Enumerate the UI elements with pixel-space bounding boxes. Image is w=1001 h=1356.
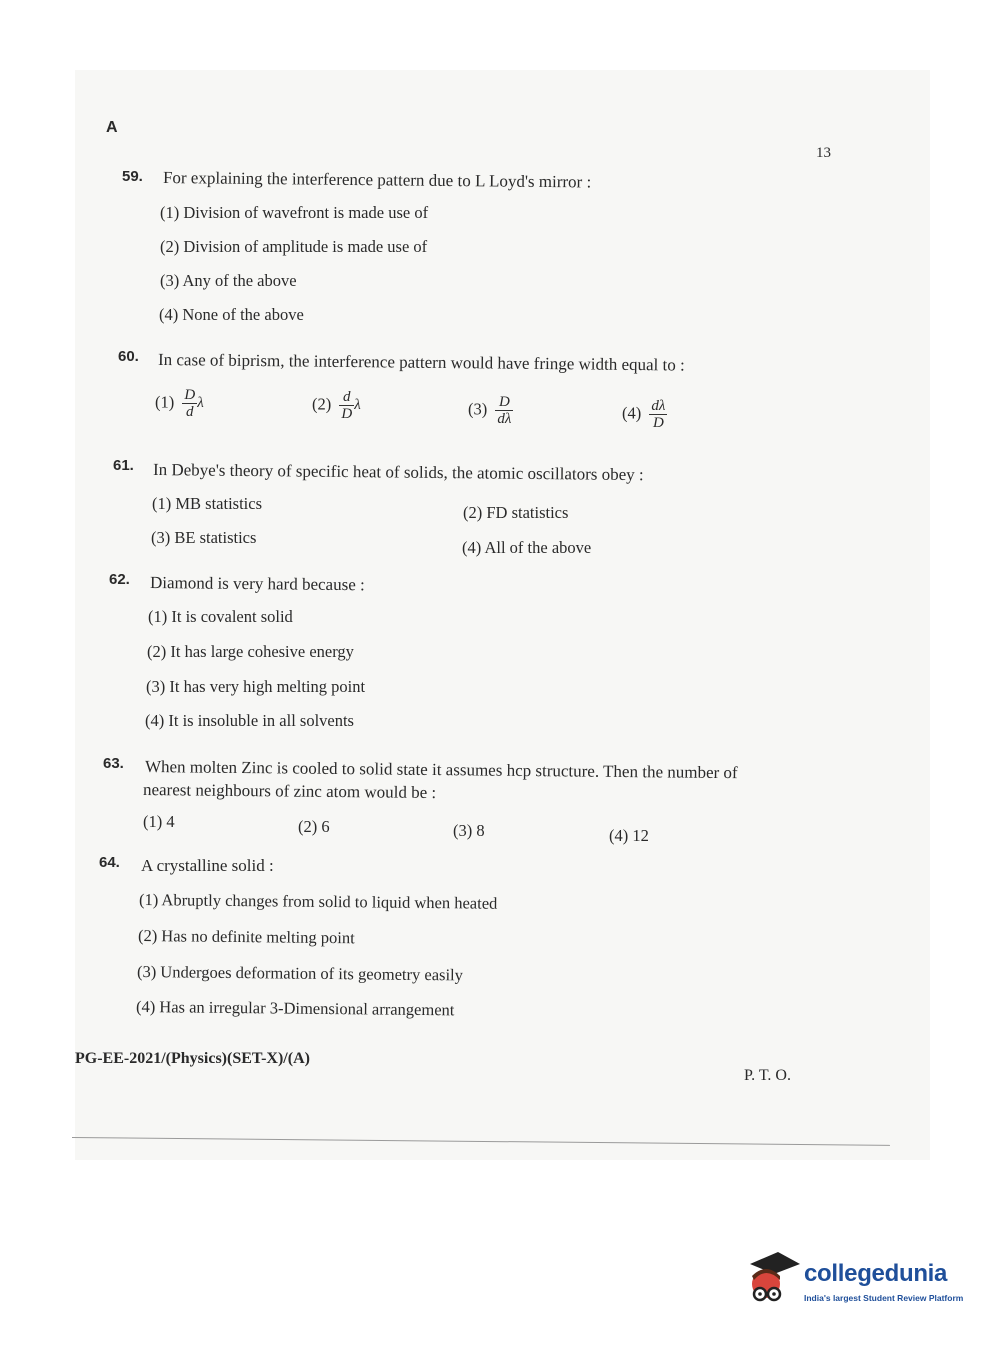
option: (2) FD statistics — [463, 503, 569, 522]
option: (2) Has no definite melting point — [137, 926, 355, 948]
option-fraction — [155, 387, 204, 420]
fraction — [339, 389, 354, 422]
denominator: dλ — [497, 411, 512, 427]
option-label: (1) — [155, 392, 175, 412]
option: (4) 12 — [609, 826, 649, 845]
collegedunia-logo — [744, 1250, 969, 1320]
question-text: In Debye's theory of specific heat of solids, the atomic oscillators obey : — [152, 460, 644, 485]
option: (1) Division of wavefront is made use of — [160, 203, 429, 222]
option: (3) BE statistics — [151, 528, 257, 547]
question-number: 64. — [99, 854, 120, 871]
fraction — [182, 387, 197, 420]
option: (4) All of the above — [462, 538, 592, 557]
option: (4) Has an irregular 3-Dimensional arrangement — [135, 997, 455, 1020]
fraction — [495, 394, 513, 427]
denominator: D — [341, 406, 353, 422]
option: (4) None of the above — [159, 305, 304, 324]
numerator: D — [184, 387, 196, 403]
question-number: 59. — [122, 168, 143, 185]
question-text: A crystalline solid : — [141, 856, 274, 875]
pto-label: P. T. O. — [744, 1067, 791, 1084]
option: (2) It has large cohesive energy — [147, 642, 354, 661]
brand-tagline: India's largest Student Review Platform — [804, 1293, 964, 1303]
option: (3) 8 — [453, 821, 485, 840]
option-label: (3) — [468, 399, 488, 419]
option: (1) It is covalent solid — [148, 607, 293, 626]
option-label: (2) — [312, 394, 332, 414]
numerator: D — [498, 394, 510, 410]
question-text-line1: When molten Zinc is cooled to solid state it assumes hcp structure. Then the number of — [144, 757, 738, 783]
question-text: Diamond is very hard because : — [149, 573, 365, 595]
question-number: 60. — [118, 348, 139, 365]
option: (4) It is insoluble in all solvents — [145, 711, 354, 730]
option: (3) Undergoes deformation of its geometry easily — [136, 962, 464, 985]
option: (2) Division of amplitude is made use of — [160, 237, 428, 256]
option-fraction — [312, 389, 361, 422]
option: (1) Abruptly changes from solid to liquid when heated — [138, 890, 498, 913]
suffix: λ — [197, 395, 204, 411]
option: (2) 6 — [298, 817, 330, 836]
question-text: For explaining the interference pattern due to L Loyd's mirror : — [162, 168, 592, 192]
denominator: d — [186, 404, 194, 420]
question-text-line2: nearest neighbours of zinc atom would be : — [142, 780, 437, 803]
option: (1) MB statistics — [152, 494, 262, 513]
denominator: D — [652, 415, 664, 431]
set-letter: A — [106, 119, 118, 136]
suffix: λ — [354, 397, 361, 413]
question-number: 61. — [113, 457, 134, 474]
numerator: dλ — [651, 398, 666, 414]
page-number: 13 — [816, 145, 831, 161]
question-number: 62. — [109, 571, 130, 588]
option-label: (4) — [622, 403, 642, 423]
numerator: d — [343, 389, 351, 405]
option: (3) It has very high melting point — [146, 677, 366, 696]
fraction — [649, 398, 667, 431]
option-fraction — [622, 398, 667, 431]
option: (1) 4 — [143, 812, 175, 831]
option-fraction — [468, 394, 513, 427]
brand-name: collegedunia — [804, 1260, 948, 1287]
question-text: In case of biprism, the interference pattern would have fringe width equal to : — [157, 350, 685, 375]
option: (3) Any of the above — [160, 271, 297, 290]
paper-code: PG-EE-2021/(Physics)(SET-X)/(A) — [75, 1050, 310, 1067]
question-number: 63. — [103, 755, 124, 772]
mascot-icon — [744, 1250, 802, 1316]
